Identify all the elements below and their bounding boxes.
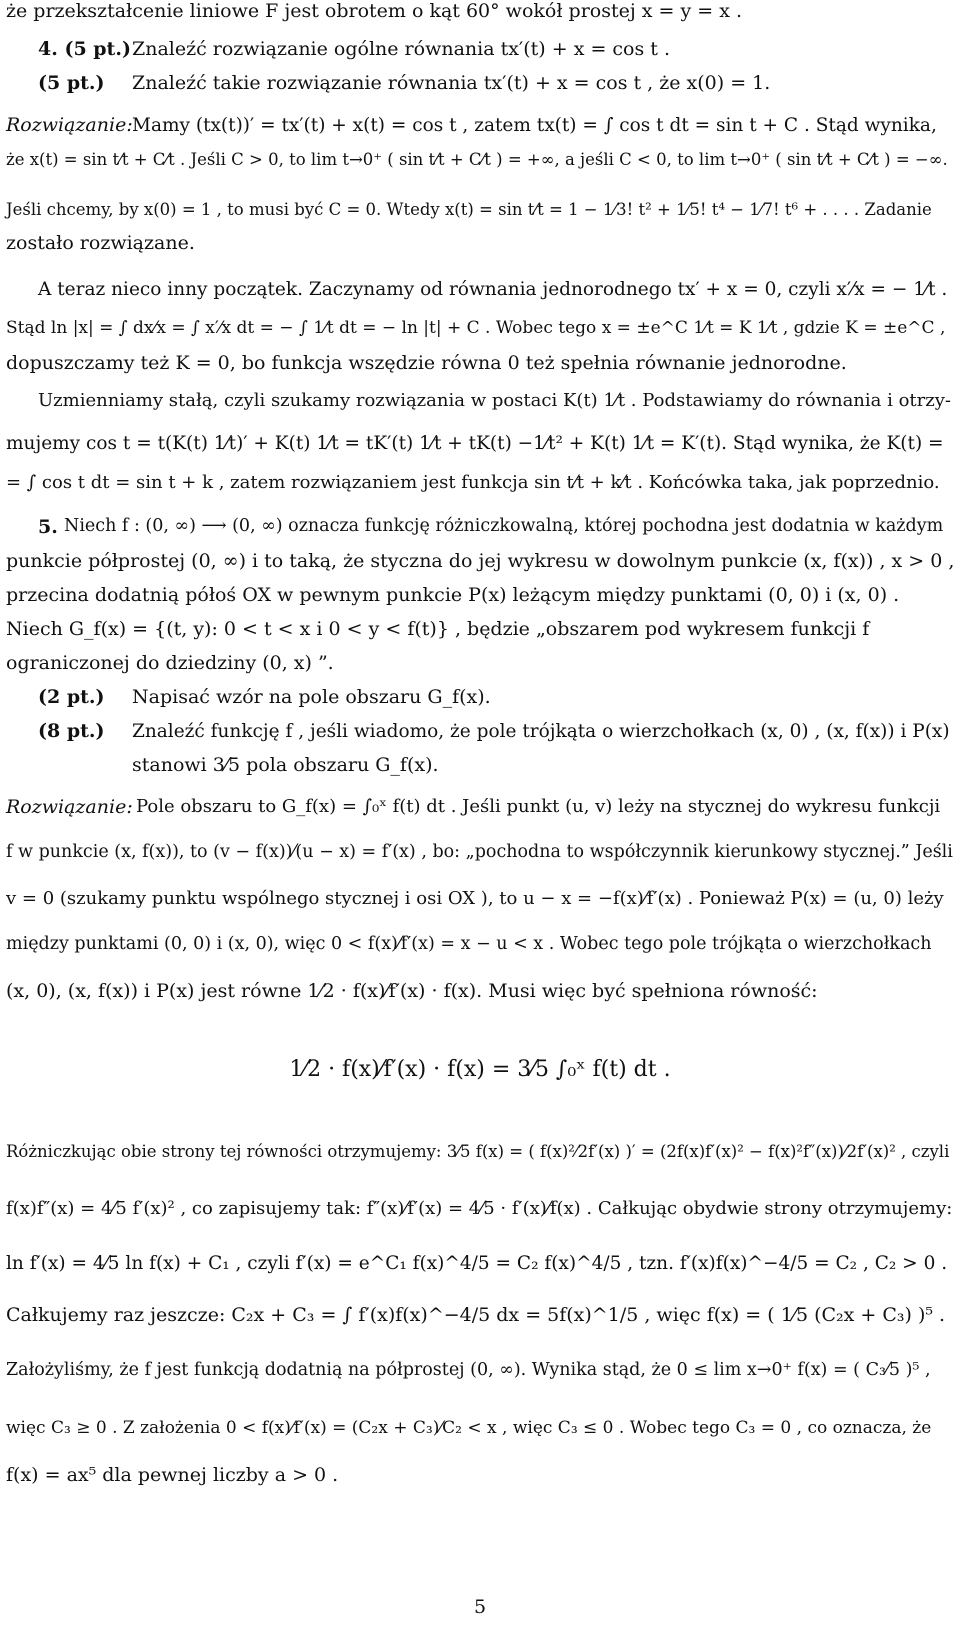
solution-4-line-1: Mamy (tx(t))′ = tx′(t) + x(t) = cos t , zatem tx(t) = ∫ cos t dt = sin t + C . Stąd wynika, bbox=[132, 115, 937, 136]
problem-5-text-2: punkcie półprostej (0, ∞) i to taką, że styczna do jej wykresu w dowolnym punkcie (x, f(x)) , x > 0 , bbox=[6, 550, 955, 572]
display-equation: 1⁄2 · f(x)⁄f′(x) · f(x) = 3⁄5 ∫₀ˣ f(t) dt . bbox=[289, 1057, 671, 1082]
solution-5-lead: Rozwiązanie: bbox=[6, 796, 133, 818]
solution-4-lead: Rozwiązanie: bbox=[6, 114, 133, 136]
problem-5-text-3: przecina dodatnią półoś OX w pewnym punkcie P(x) leżącym między punktami (0, 0) i (x, 0) . bbox=[6, 584, 900, 606]
solution-4-line-8: Uzmienniamy stałą, czyli szukamy rozwiązania w postaci K(t) 1⁄t . Podstawiamy do równania i otrzy- bbox=[38, 390, 951, 411]
solution-5-line-3: v = 0 (szukamy punktu wspólnego stycznej i osi OX ), to u − x = −f(x)⁄f′(x) . Ponieważ P(x) = (u, 0) leży bbox=[6, 888, 944, 909]
solution-4-line-9: mujemy cos t = t(K(t) 1⁄t)′ + K(t) 1⁄t = tK′(t) 1⁄t + tK(t) −1⁄t² + K(t) 1⁄t = K′(t). Stąd wynika, że K(t) = bbox=[6, 433, 944, 454]
problem-5b-label: (8 pt.) bbox=[38, 720, 105, 742]
problem-5-text-5: ograniczonej do dziedziny (0, x) ”. bbox=[6, 652, 334, 674]
solution-5-line-5: (x, 0), (x, f(x)) i P(x) jest równe 1⁄2 · f(x)⁄f′(x) · f(x). Musi więc być spełniona równość: bbox=[6, 980, 818, 1002]
page-number: 5 bbox=[473, 1596, 487, 1618]
solution-5-line-1: Pole obszaru to G_f(x) = ∫₀ˣ f(t) dt . Jeśli punkt (u, v) leży na stycznej do wykresu funkcji bbox=[136, 796, 941, 817]
solution-5-line-9: Całkujemy raz jeszcze: C₂x + C₃ = ∫ f′(x)f(x)^−4/5 dx = 5f(x)^1/5 , więc f(x) = ( 1⁄5 (C₂x + C₃) )⁵ . bbox=[6, 1304, 946, 1326]
solution-5-line-8: ln f′(x) = 4⁄5 ln f(x) + C₁ , czyli f′(x) = e^C₁ f(x)^4/5 = C₂ f(x)^4/5 , tzn. f′(x)f(x)^−4/5 = C₂ , C₂ > 0 . bbox=[6, 1253, 948, 1274]
solution-5-line-7: f(x)f″(x) = 4⁄5 f′(x)² , co zapisujemy tak: f″(x)⁄f′(x) = 4⁄5 · f′(x)⁄f(x) . Całkując obydwie strony otrzymujemy: bbox=[6, 1198, 953, 1219]
solution-5-line-10: Założyliśmy, że f jest funkcją dodatnią na półprostej (0, ∞). Wynika stąd, że 0 ≤ lim x→0⁺ f(x) = ( C₃⁄5 )⁵ , bbox=[6, 1360, 931, 1380]
problem-5a-text: Napisać wzór na pole obszaru G_f(x). bbox=[132, 686, 491, 708]
problem-4a-label: 4. (5 pt.) bbox=[38, 38, 131, 60]
solution-5-line-6: Różniczkując obie strony tej równości otrzymujemy: 3⁄5 f(x) = ( f(x)²⁄2f′(x) )′ = (2f(x)f′(x)² − f(x)²f″(x))⁄2f′(x)² , czyli bbox=[6, 1142, 950, 1161]
problem-4b-label: (5 pt.) bbox=[38, 72, 105, 94]
solution-4-line-6: Stąd ln |x| = ∫ dx⁄x = ∫ x′⁄x dt = − ∫ 1⁄t dt = − ln |t| + C . Wobec tego x = ±e^C 1⁄t = K 1⁄t , gdzie K = ±e^C , bbox=[6, 318, 946, 338]
solution-4-line-4: zostało rozwiązane. bbox=[6, 232, 195, 254]
solution-4-line-10: = ∫ cos t dt = sin t + k , zatem rozwiązaniem jest funkcja sin t⁄t + k⁄t . Końcówka taka, jak poprzednio. bbox=[6, 472, 940, 493]
problem-5-text-1: Niech f : (0, ∞) ⟶ (0, ∞) oznacza funkcję różniczkowalną, której pochodna jest dodatnia w każdym bbox=[64, 516, 944, 536]
solution-4-line-5: A teraz nieco inny początek. Zaczynamy od równania jednorodnego tx′ + x = 0, czyli x′⁄x = − 1⁄t . bbox=[38, 279, 948, 300]
problem-5b-text: Znaleźć funkcję f , jeśli wiadomo, że pole trójkąta o wierzchołkach (x, 0) , (x, f(x)) i P(x) bbox=[132, 721, 950, 742]
problem-4a-text: Znaleźć rozwiązanie ogólne równania tx′(t) + x = cos t . bbox=[132, 38, 671, 60]
problem-4b-text: Znaleźć takie rozwiązanie równania tx′(t) + x = cos t , że x(0) = 1. bbox=[132, 72, 771, 94]
text-line-1: że przekształcenie liniowe F jest obrotem o kąt 60° wokół prostej x = y = x . bbox=[6, 0, 743, 22]
solution-4-line-3: Jeśli chcemy, by x(0) = 1 , to musi być C = 0. Wtedy x(t) = sin t⁄t = 1 − 1⁄3! t² + 1⁄5! t⁴ − 1⁄7! t⁶ + . . . . Zadanie bbox=[6, 200, 932, 219]
solution-4-line-2: że x(t) = sin t⁄t + C⁄t . Jeśli C > 0, to lim t→0⁺ ( sin t⁄t + C⁄t ) = +∞, a jeśli C < 0, to lim t→0⁺ ( sin t⁄t + C⁄t ) = −∞. bbox=[6, 150, 948, 169]
solution-5-line-12: f(x) = ax⁵ dla pewnej liczby a > 0 . bbox=[6, 1464, 339, 1486]
solution-5-line-2: f w punkcie (x, f(x)), to (v − f(x))⁄(u − x) = f′(x) , bo: „pochodna to współczynnik kierunkowy stycznej.” Jeśli bbox=[6, 842, 953, 862]
problem-5-label: 5. bbox=[38, 516, 58, 538]
solution-5-line-4: między punktami (0, 0) i (x, 0), więc 0 < f(x)⁄f′(x) = x − u < x . Wobec tego pole trójkąta o wierzchołkach bbox=[6, 934, 932, 954]
problem-5b-text-2: stanowi 3⁄5 pola obszaru G_f(x). bbox=[132, 754, 439, 776]
solution-4-line-7: dopuszczamy też K = 0, bo funkcja wszędzie równa 0 też spełnia równanie jednorodne. bbox=[6, 352, 847, 374]
solution-5-line-11: więc C₃ ≥ 0 . Z założenia 0 < f(x)⁄f′(x) = (C₂x + C₃)⁄C₂ < x , więc C₃ ≤ 0 . Wobec tego C₃ = 0 , co oznacza, że bbox=[6, 1418, 932, 1438]
problem-5a-label: (2 pt.) bbox=[38, 686, 105, 708]
problem-5-text-4: Niech G_f(x) = {(t, y): 0 < t < x i 0 < y < f(t)} , będzie „obszarem pod wykresem funkcji f bbox=[6, 618, 870, 640]
